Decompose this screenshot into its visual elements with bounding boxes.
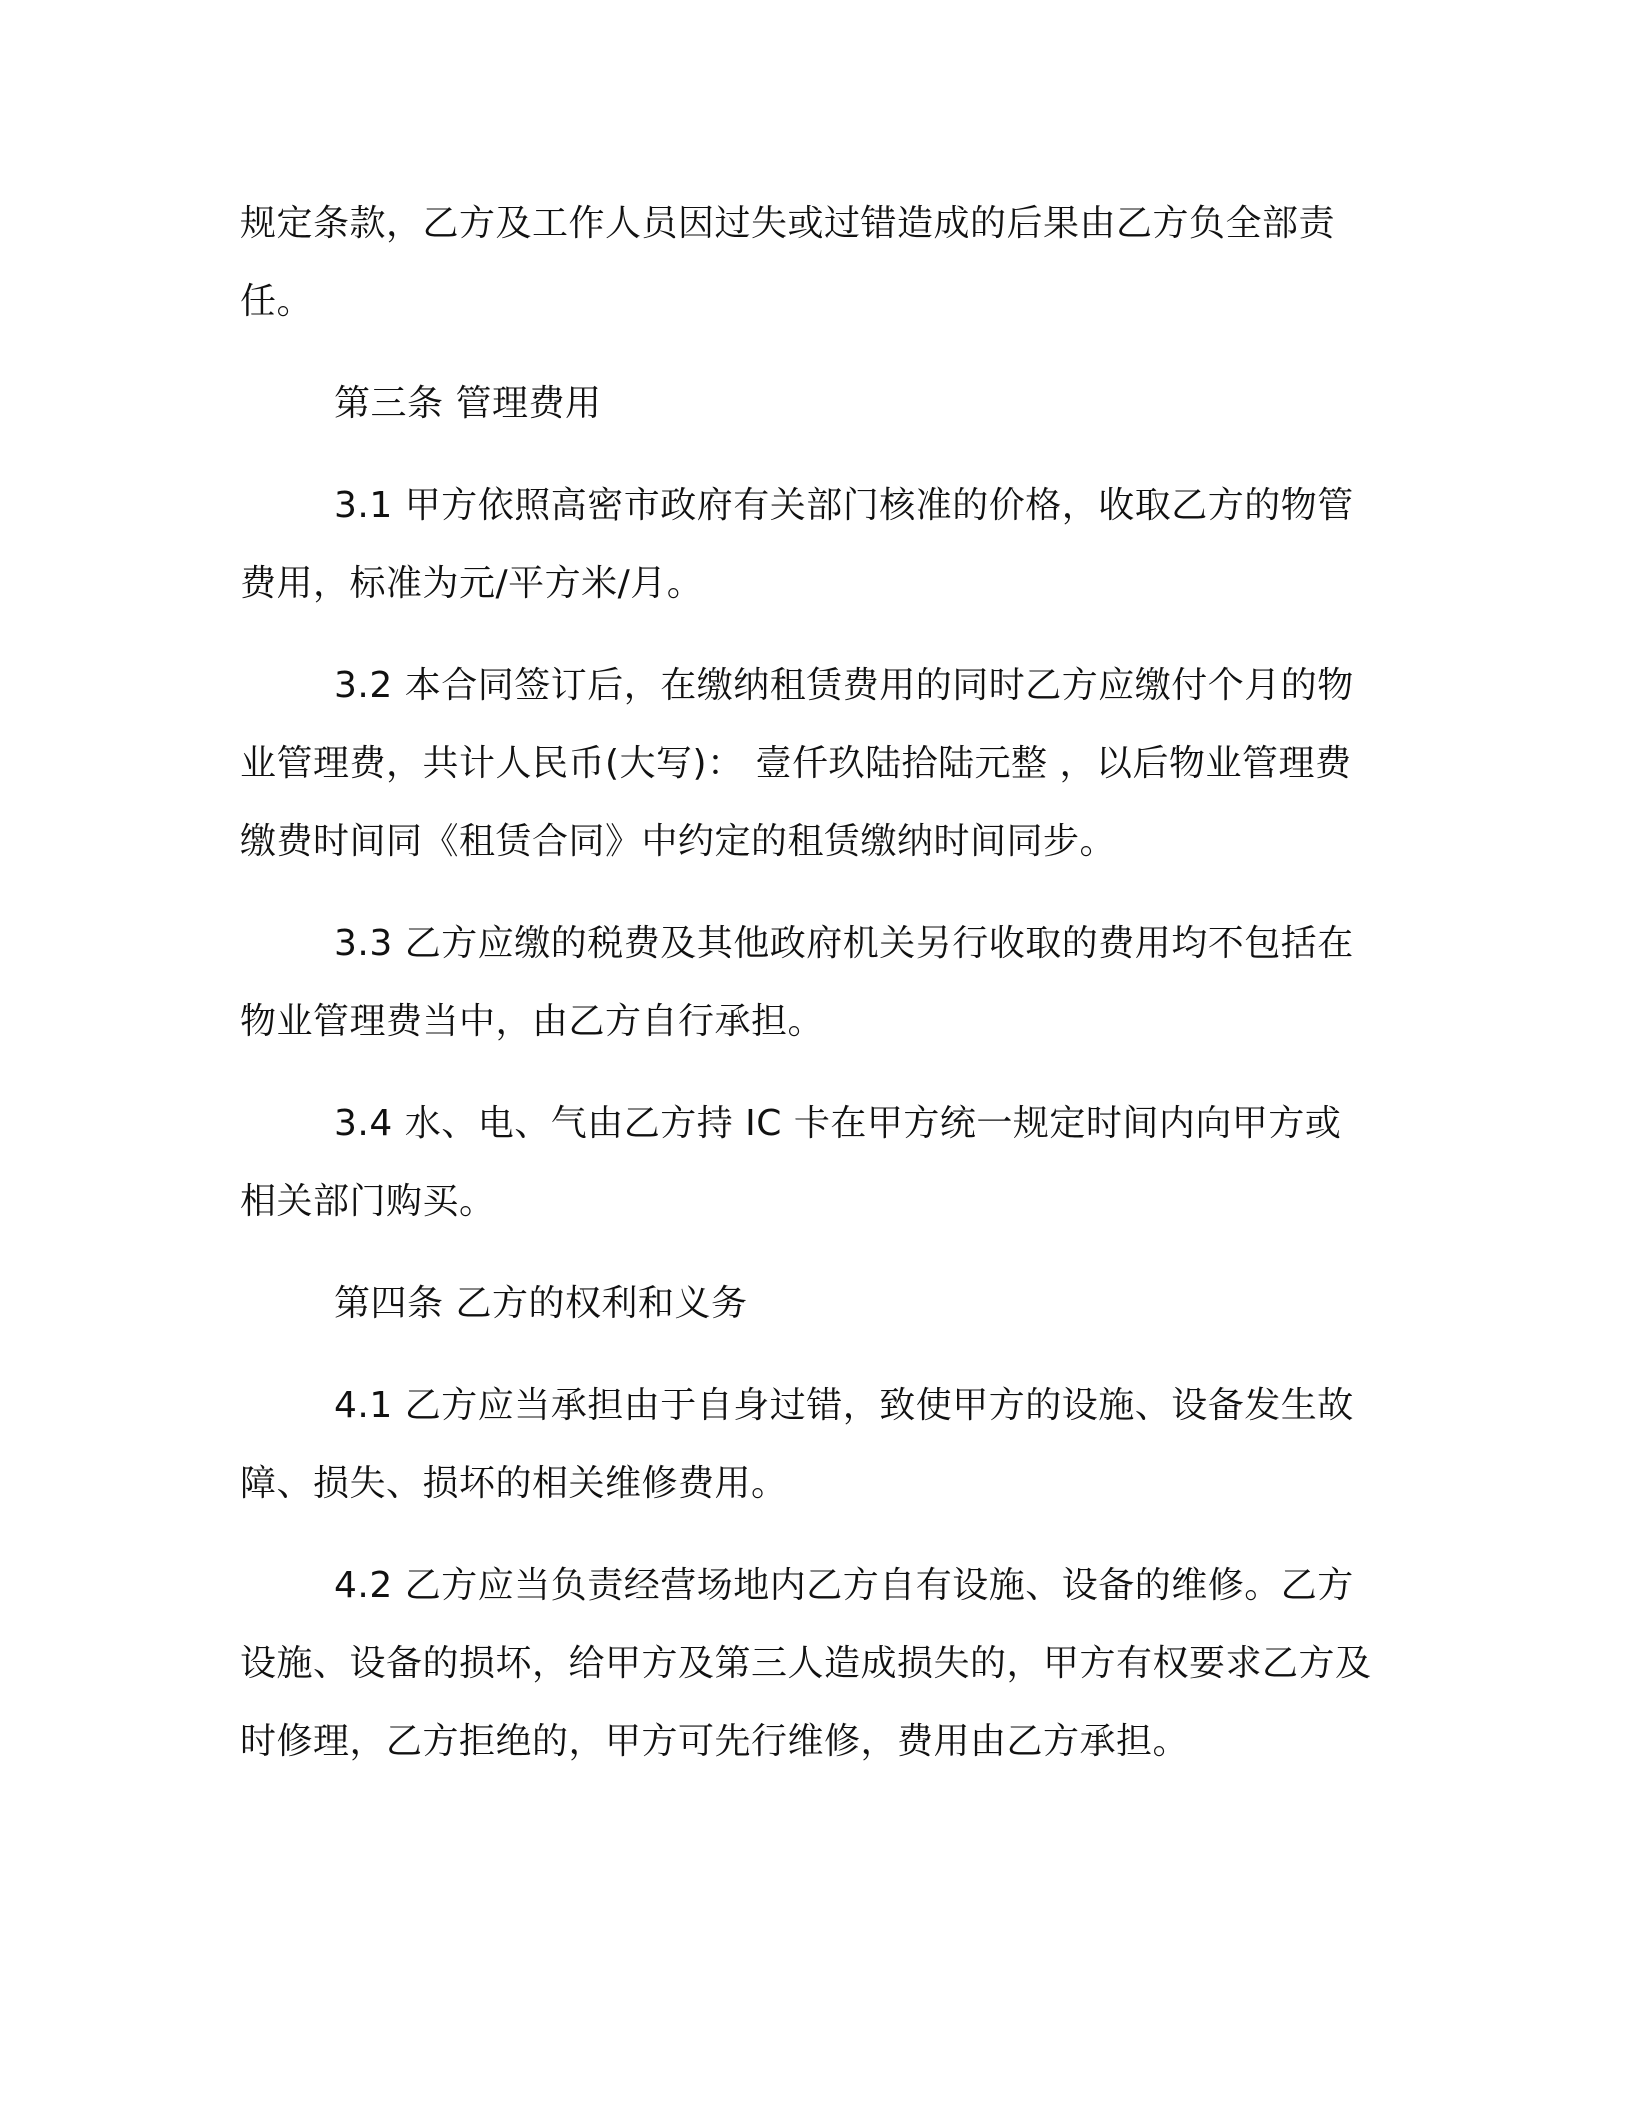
document-body [240, 185, 1375, 1805]
article-3-heading: 第三条 管理费用 [334, 383, 602, 424]
clause-4-1: 4.1 乙方应当承担由于自身过错，致使甲方的设施、设备发生故障、损失、损坏的相关维修费用。 [240, 1385, 1354, 1504]
clause-3-3: 3.3 乙方应缴的税费及其他政府机关另行收取的费用均不包括在物业管理费当中，由乙方自行承担。 [240, 923, 1354, 1042]
article-4-heading: 第四条 乙方的权利和义务 [334, 1283, 748, 1324]
clause-3-4: 3.4 水、电、气由乙方持 IC 卡在甲方统一规定时间内向甲方或相关部门购买。 [240, 1103, 1342, 1222]
paragraph-continuation: 规定条款，乙方及工作人员因过失或过错造成的后果由乙方负全部责任。 [240, 203, 1336, 322]
clause-3-2: 3.2 本合同签订后，在缴纳租赁费用的同时乙方应缴付个月的物业管理费，共计人民币(大写)： 壹仟玖陆拾陆元整 ，以后物业管理费缴费时间同《租赁合同》中约定的租赁缴纳时间同步。 [240, 665, 1354, 862]
clause-4-2: 4.2 乙方应当负责经营场地内乙方自有设施、设备的维修。乙方设施、设备的损坏，给甲方及第三人造成损失的，甲方有权要求乙方及时修理，乙方拒绝的，甲方可先行维修，费用由乙方承担。 [240, 1565, 1372, 1762]
clause-3-1: 3.1 甲方依照高密市政府有关部门核准的价格，收取乙方的物管费用，标准为元/平方米/月。 [240, 485, 1354, 604]
